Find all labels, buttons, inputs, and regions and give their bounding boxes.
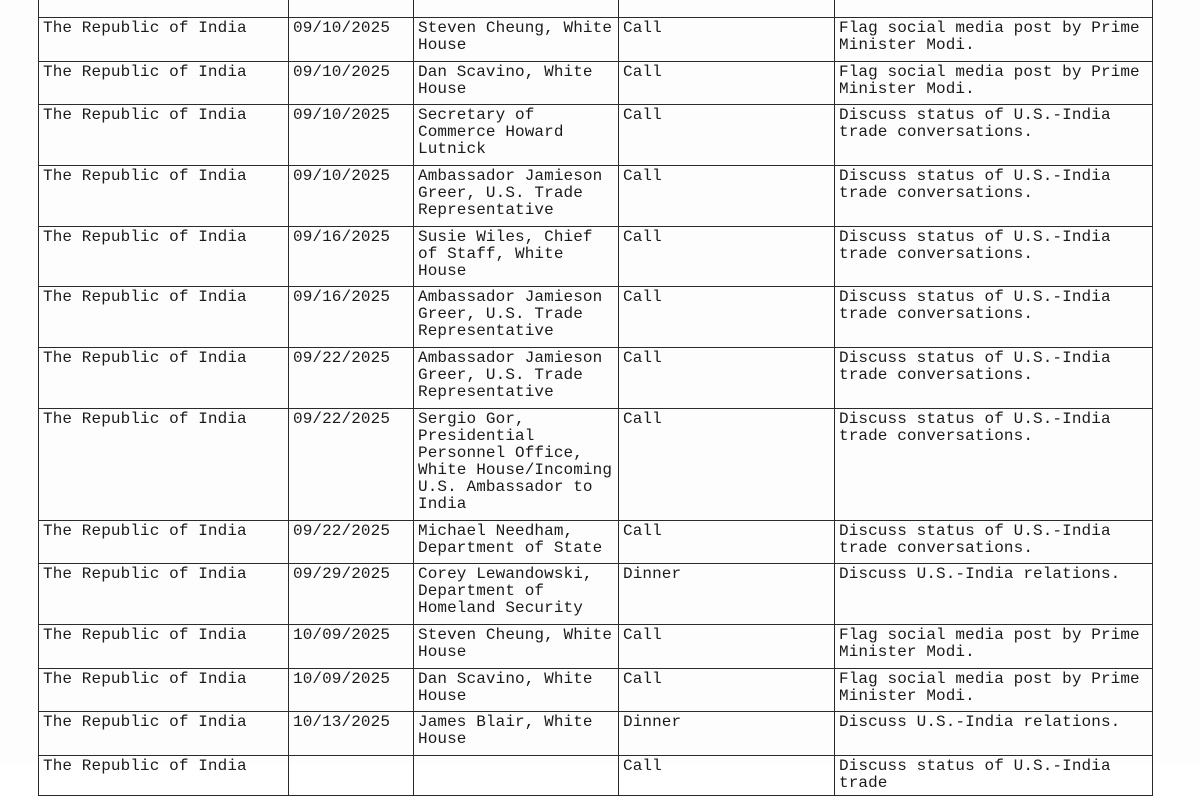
method-cell: Call xyxy=(619,409,835,521)
purpose-cell: Discuss status of U.S.-India trade conversations. xyxy=(835,521,1153,564)
contact-cell: Ambassador Jamieson Greer, U.S. Trade Representative xyxy=(414,287,619,348)
method-cell: Call xyxy=(619,166,835,227)
table-row xyxy=(39,625,1153,669)
contact-cell: Sergio Gor, Presidential Personnel Office, White House/Incoming U.S. Ambassador to India xyxy=(414,409,619,521)
contact-cell xyxy=(414,756,619,796)
contact-cell: Corey Lewandowski, Department of Homeland Security xyxy=(414,564,619,625)
table-row xyxy=(39,62,1153,105)
purpose-cell: Discuss status of U.S.-India trade conversations. xyxy=(835,227,1153,287)
date-cell: 10/13/2025 xyxy=(289,712,414,756)
table-body xyxy=(39,0,1153,796)
date-cell: 09/22/2025 xyxy=(289,521,414,564)
method-cell: Call xyxy=(619,669,835,712)
purpose-cell: Discuss status of U.S.-India trade conversations. xyxy=(835,166,1153,227)
table-row xyxy=(39,521,1153,564)
date-cell: 09/10/2025 xyxy=(289,18,414,62)
table-row xyxy=(39,409,1153,521)
principal-cell: The Republic of India xyxy=(39,756,289,796)
method-cell: Call xyxy=(619,625,835,669)
principal-cell: The Republic of India xyxy=(39,409,289,521)
table-row xyxy=(39,18,1153,62)
principal-cell: The Republic of India xyxy=(39,348,289,409)
date-cell: 10/09/2025 xyxy=(289,669,414,712)
method-cell: Call xyxy=(619,227,835,287)
principal-cell: The Republic of India xyxy=(39,105,289,166)
date-cell xyxy=(289,756,414,796)
contact-cell: Steven Cheung, White House xyxy=(414,625,619,669)
purpose-cell: Flag social media post by Prime Minister Modi. xyxy=(835,62,1153,105)
contact-cell: Michael Needham, Department of State xyxy=(414,521,619,564)
table-row xyxy=(39,564,1153,625)
principal-cell: The Republic of India xyxy=(39,62,289,105)
table-row xyxy=(39,348,1153,409)
date-cell: 09/10/2025 xyxy=(289,105,414,166)
purpose-cell: Discuss status of U.S.-India trade conversations. xyxy=(835,287,1153,348)
principal-cell xyxy=(39,0,289,18)
contact-cell: Dan Scavino, White House xyxy=(414,669,619,712)
method-cell: Call xyxy=(619,756,835,796)
principal-cell: The Republic of India xyxy=(39,227,289,287)
purpose-cell: Discuss status of U.S.-India trade conversations. xyxy=(835,348,1153,409)
contact-cell: Ambassador Jamieson Greer, U.S. Trade Representative xyxy=(414,348,619,409)
date-cell: 09/22/2025 xyxy=(289,409,414,521)
purpose-cell: Discuss status of U.S.-India trade conversations. xyxy=(835,105,1153,166)
date-cell: 10/09/2025 xyxy=(289,625,414,669)
principal-cell: The Republic of India xyxy=(39,712,289,756)
principal-cell: The Republic of India xyxy=(39,287,289,348)
contact-cell xyxy=(414,0,619,18)
date-cell: 09/10/2025 xyxy=(289,62,414,105)
purpose-cell: Flag social media post by Prime Minister Modi. xyxy=(835,625,1153,669)
method-cell: Call xyxy=(619,521,835,564)
table-row xyxy=(39,756,1153,796)
method-cell: Call xyxy=(619,62,835,105)
table-row xyxy=(39,166,1153,227)
table-row xyxy=(39,0,1153,18)
table-row xyxy=(39,105,1153,166)
date-cell: 09/22/2025 xyxy=(289,348,414,409)
method-cell: Call xyxy=(619,348,835,409)
contact-log-table xyxy=(38,0,1153,796)
purpose-cell: Flag social media post by Prime Minister Modi. xyxy=(835,669,1153,712)
purpose-cell: Discuss status of U.S.-India trade conversations. xyxy=(835,409,1153,521)
date-cell: 09/16/2025 xyxy=(289,227,414,287)
table-row xyxy=(39,227,1153,287)
date-cell: 09/10/2025 xyxy=(289,166,414,227)
purpose-cell: Discuss U.S.-India relations. xyxy=(835,712,1153,756)
date-cell: 09/29/2025 xyxy=(289,564,414,625)
method-cell: Dinner xyxy=(619,564,835,625)
contact-cell: Dan Scavino, White House xyxy=(414,62,619,105)
purpose-cell: Discuss U.S.-India relations. xyxy=(835,564,1153,625)
table-row xyxy=(39,712,1153,756)
purpose-cell: Discuss status of U.S.-India trade xyxy=(835,756,1153,796)
purpose-cell: Flag social media post by Prime Minister Modi. xyxy=(835,18,1153,62)
table-row xyxy=(39,669,1153,712)
method-cell: Call xyxy=(619,105,835,166)
method-cell xyxy=(619,0,835,18)
method-cell: Call xyxy=(619,287,835,348)
table-row xyxy=(39,287,1153,348)
method-cell: Call xyxy=(619,18,835,62)
contact-cell: Ambassador Jamieson Greer, U.S. Trade Representative xyxy=(414,166,619,227)
principal-cell: The Republic of India xyxy=(39,564,289,625)
principal-cell: The Republic of India xyxy=(39,166,289,227)
principal-cell: The Republic of India xyxy=(39,625,289,669)
date-cell xyxy=(289,0,414,18)
contact-cell: Steven Cheung, White House xyxy=(414,18,619,62)
contact-cell: Susie Wiles, Chief of Staff, White House xyxy=(414,227,619,287)
principal-cell: The Republic of India xyxy=(39,521,289,564)
purpose-cell xyxy=(835,0,1153,18)
principal-cell: The Republic of India xyxy=(39,669,289,712)
method-cell: Dinner xyxy=(619,712,835,756)
contact-cell: Secretary of Commerce Howard Lutnick xyxy=(414,105,619,166)
date-cell: 09/16/2025 xyxy=(289,287,414,348)
contact-cell: James Blair, White House xyxy=(414,712,619,756)
principal-cell: The Republic of India xyxy=(39,18,289,62)
